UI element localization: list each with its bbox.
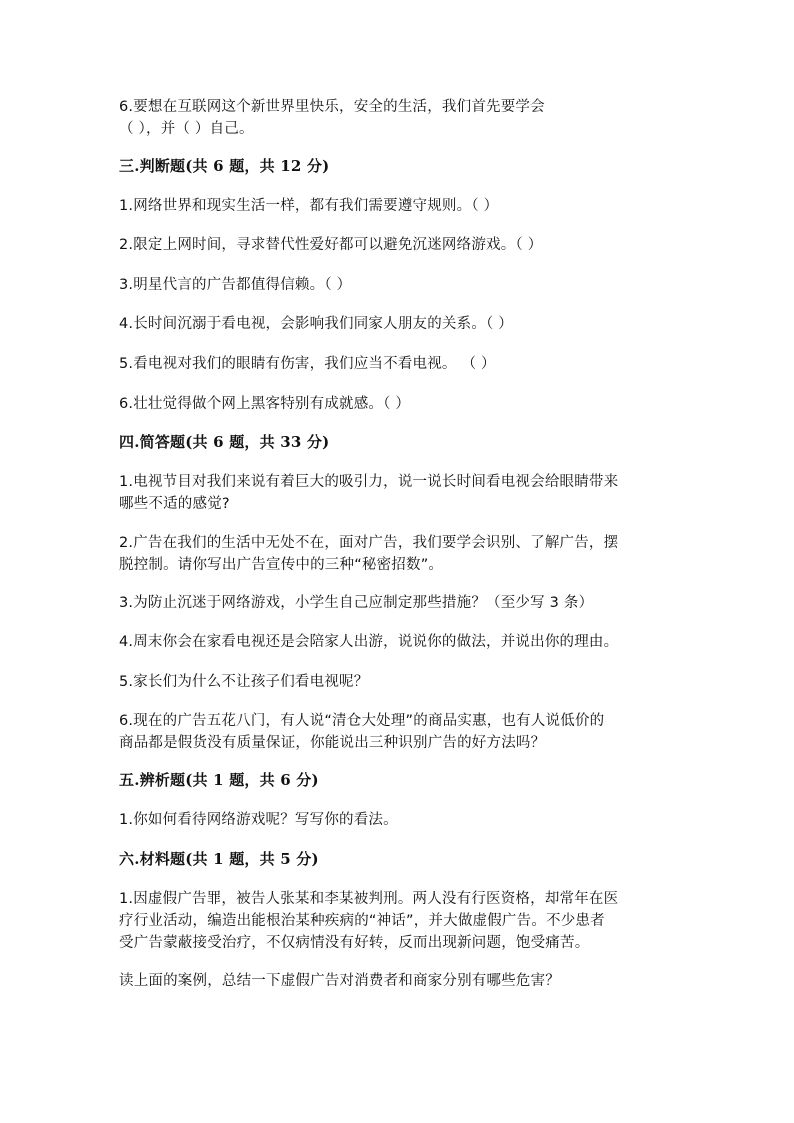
judgment-item-1: 1.网络世界和现实生活一样，都有我们需要遵守规则。（ ） (119, 198, 499, 214)
short-answer-q6-line2: 商品都是假货没有质量保证，你能说出三种识别广告的好方法吗？ (119, 735, 546, 751)
judgment-item-4: 4.长时间沉溺于看电视，会影响我们同家人朋友的关系。（ ） (119, 316, 513, 332)
material-q1-line3: 受广告蒙蔽接受治疗，不仅病情没有好转，反而出现新问题，饱受痛苦。 (119, 935, 590, 951)
material-prompt: 读上面的案例，总结一下虚假广告对消费者和商家分别有哪些危害？ (119, 973, 560, 989)
section-heading-short-answer: 四.简答题(共 6 题，共 33 分) (119, 433, 330, 451)
section-heading-material: 六.材料题(共 1 题，共 5 分) (119, 850, 319, 868)
judgment-item-2: 2.限定上网时间，寻求替代性爱好都可以避免沉迷网络游戏。（ ） (119, 237, 543, 253)
short-answer-q1-line1: 1.电视节目对我们来说有着巨大的吸引力，说一说长时间看电视会给眼睛带来 (119, 474, 619, 490)
short-answer-q1-line2: 哪些不适的感觉? (119, 496, 230, 512)
judgment-item-3: 3.明星代言的广告都值得信赖。（ ） (119, 277, 352, 293)
judgment-item-5: 5.看电视对我们的眼睛有伤害，我们应当不看电视。 （ ） (119, 356, 496, 372)
short-answer-q2-line2: 脱控制。请你写出广告宣传中的三种“秘密招数”。 (119, 557, 444, 573)
question-s2-q6-line1: 6.要想在互联网这个新世界里快乐，安全的生活，我们首先要学会 (119, 99, 545, 115)
question-s2-q6-line2: （ ），并（ ）自己。 (119, 121, 254, 137)
judgment-item-6: 6.壮壮觉得做个网上黑客特别有成就感。（ ） (119, 396, 411, 412)
short-answer-q5: 5.家长们为什么不让孩子们看电视呢？ (119, 674, 369, 690)
material-q1-line2: 疗行业活动，编造出能根治某种疾病的“神话”，并大做虚假广告。不少患者 (119, 913, 605, 929)
short-answer-q2-line1: 2.广告在我们的生活中无处不在，面对广告，我们要学会识别、了解广告，摆 (119, 535, 619, 551)
material-q1-line1: 1.因虚假广告罪，被告人张某和李某被判刑。两人没有行医资格，却常年在医 (119, 891, 619, 907)
short-answer-q3: 3.为防止沉迷于网络游戏，小学生自己应制定那些措施？（至少写 3 条） (119, 595, 594, 611)
short-answer-q6-line1: 6.现在的广告五花八门，有人说“清仓大处理”的商品实惠，也有人说低价的 (119, 713, 605, 729)
section-heading-analysis: 五.辨析题(共 1 题，共 6 分) (119, 771, 319, 789)
short-answer-q4: 4.周末你会在家看电视还是会陪家人出游，说说你的做法，并说出你的理由。 (119, 634, 619, 650)
section-heading-judgment: 三.判断题(共 6 题，共 12 分) (119, 157, 330, 175)
analysis-q1: 1.你如何看待网络游戏呢？写写你的看法。 (119, 812, 398, 828)
